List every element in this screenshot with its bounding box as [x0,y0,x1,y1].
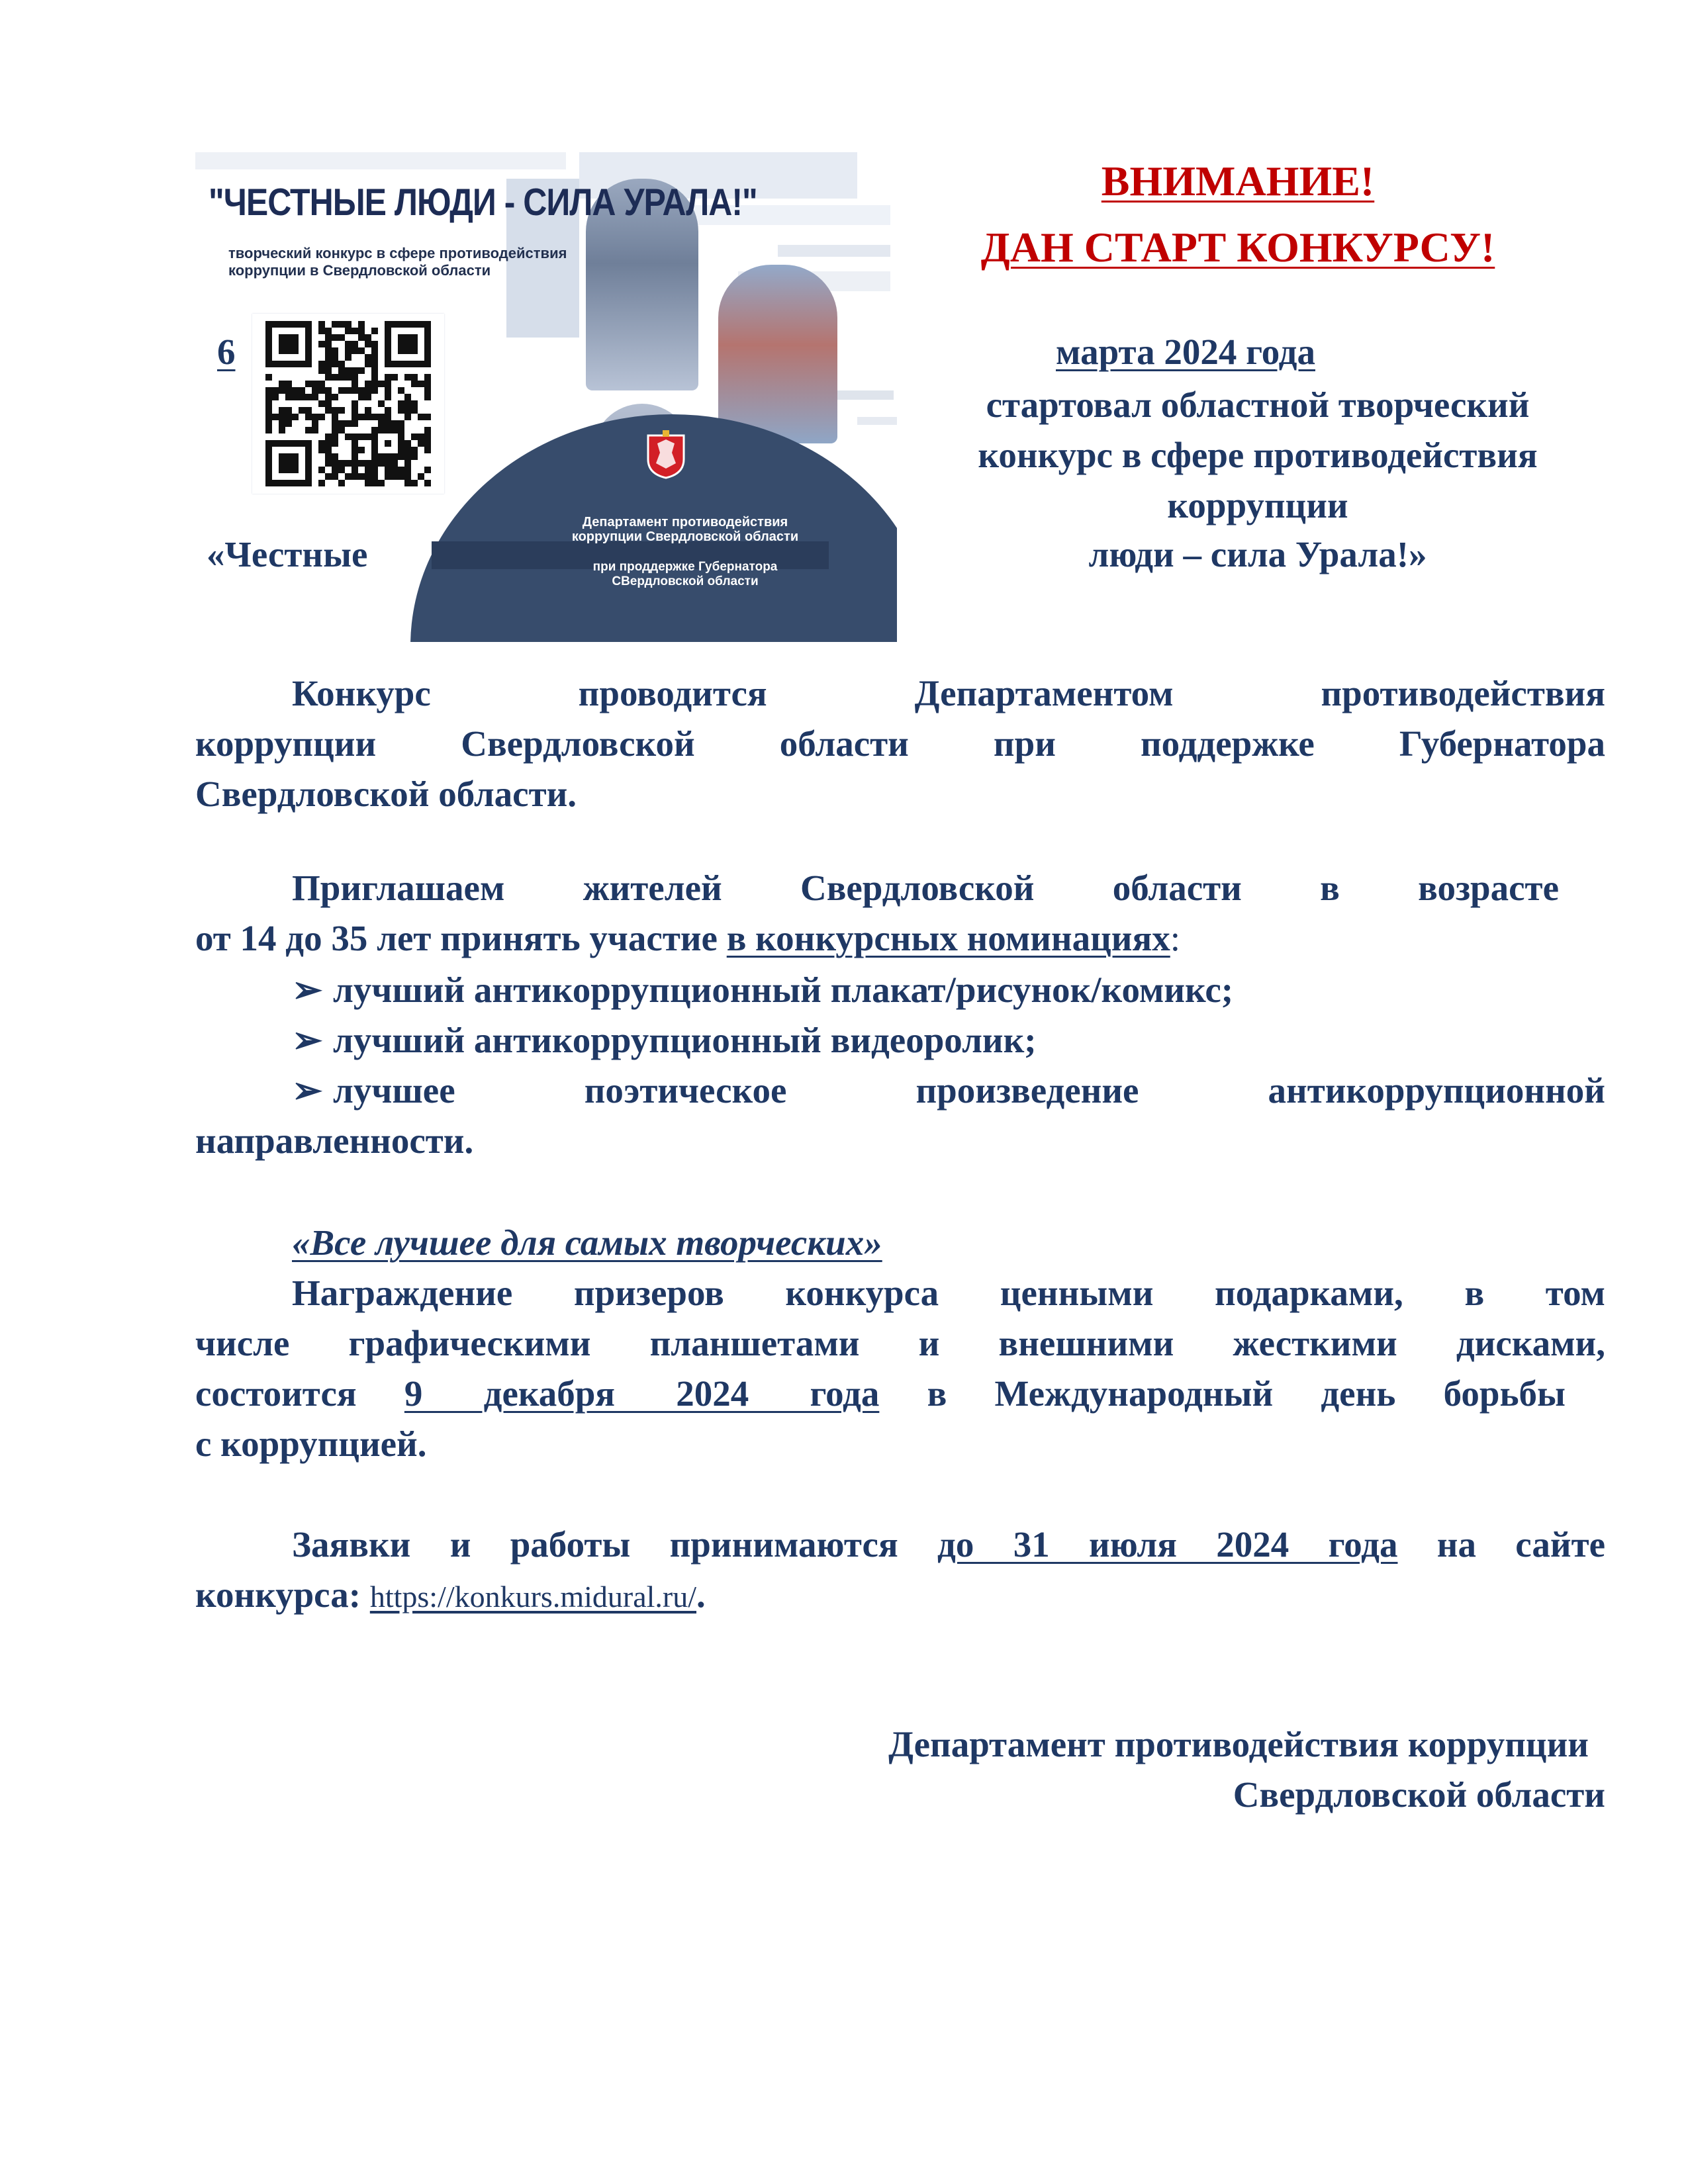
text-line [195,1066,1605,1116]
signature-line-1: Департамент противодействия коррупции [888,1724,1589,1764]
banner-title: "ЧЕСТНЫЕ ЛЮДИ - СИЛА УРАЛА!" [209,181,757,224]
text-line: Приглашаем жителей Свердловской области в возрасте [292,868,1559,908]
text-fragment: : [1170,918,1181,958]
text-fragment: состоится [195,1373,404,1414]
deadline-paragraph [195,1520,1605,1622]
sverdlovsk-emblem-icon [645,430,686,479]
invitation-paragraph [195,863,1605,964]
text-line [195,913,1605,964]
contest-name-right: люди – сила Урала!» [1088,534,1427,574]
intro-line: стартовал областной творческий [986,385,1530,425]
text-fragment: Заявки и работы принимаются [292,1524,938,1565]
text-line: Свердловской области. [195,774,577,814]
banner-subtitle-line: творческий конкурс в сфере противодействия [228,245,567,261]
nomination-item [292,1015,1037,1066]
qr-code [252,314,444,494]
text-fragment: . [696,1574,706,1615]
nomination-text: лучший антикоррупционный плакат/рисунок/комикс; [333,970,1234,1010]
award-paragraph [195,1218,1605,1469]
signature-line-2: Свердловской области [1233,1774,1605,1815]
text-line [195,1218,1605,1268]
banner-subtitle [228,245,731,279]
dome-text-line: при проддержке Губернатора [592,560,778,574]
text-line [195,1520,1605,1570]
dome-text-line: СВердловской области [612,574,759,588]
arrow-bullet-icon: ➢ [292,1020,323,1060]
nomination-text: лучшее поэтическое произведение антикоррупционной [333,1070,1605,1111]
award-heading: «Все лучшее для самых творческих» [292,1222,882,1263]
text-line: коррупции Свердловской области при поддержке Губернатора [195,723,1605,764]
dome-text-line: коррупции Свердловской области [571,529,799,544]
text-line: Награждение призеров конкурса ценными подарками, в том [292,1273,1605,1313]
dome-text-line: Департамент противодействия [582,515,788,529]
contest-name-left: «Честные [207,534,368,574]
nomination-item [292,965,1233,1015]
banner-subtitle-line: коррупции в Свердловской области [228,262,491,279]
deadline-date: до 31 июля 2024 года [937,1524,1398,1565]
text-fragment: на сайте [1397,1524,1606,1565]
contest-website-link[interactable]: https://konkurs.midural.ru/ [369,1580,697,1614]
text-fragment: от 14 до 35 лет принять участие [195,918,727,958]
text-line: направленности. [195,1120,474,1161]
organizer-paragraph [195,668,1605,819]
text-line [195,1570,1605,1622]
text-line [195,1369,1605,1419]
intro-line: коррупции [1167,485,1348,525]
nominations-link-text: в конкурсных номинациях [726,918,1170,958]
attention-heading: ВНИМАНИЕ! [1101,158,1375,205]
intro-line: конкурс в сфере противодействия [978,435,1538,475]
arrow-bullet-icon: ➢ [292,970,323,1010]
text-line: Конкурс проводится Департаментом противодействия [292,673,1605,713]
arrow-bullet-icon: ➢ [292,1070,323,1111]
award-date: 9 декабря 2024 года [404,1373,880,1414]
text-line: с коррупцией. [195,1424,427,1464]
text-line: числе графическими планшетами и внешними жесткими дисками, [195,1323,1605,1363]
text-fragment: в Международный день борьбы [879,1373,1566,1414]
nomination-text: лучший антикоррупционный видеоролик; [333,1020,1037,1060]
nomination-item [195,1066,1605,1166]
intro-day: 6 [217,332,236,372]
intro-date: марта 2024 года [1056,332,1315,372]
text-fragment: конкурса: [195,1574,370,1615]
contest-start-heading: ДАН СТАРТ КОНКУРСУ! [980,224,1495,271]
